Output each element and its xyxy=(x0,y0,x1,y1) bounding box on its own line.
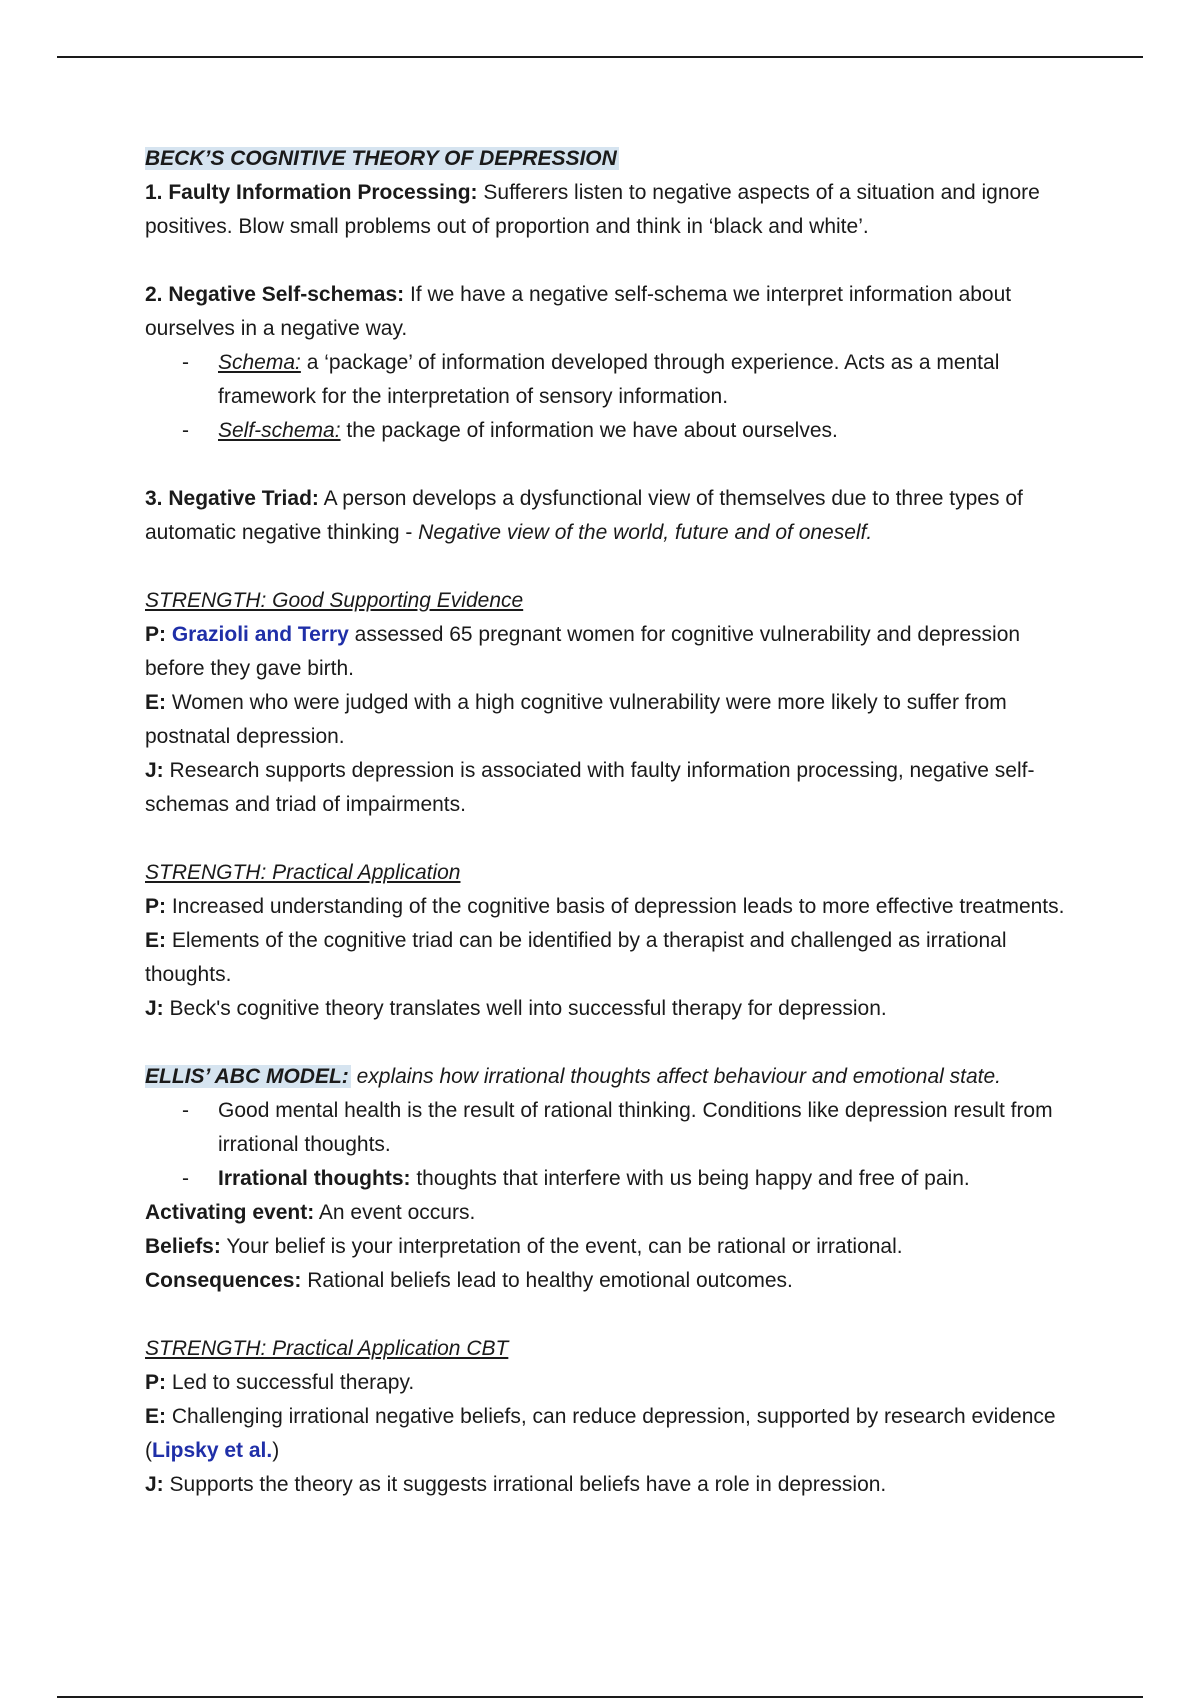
justification-text: Research supports depression is associated with faulty information processing, negative self-schemas and triad of impairments. xyxy=(145,759,1035,816)
strength2-point xyxy=(145,890,1075,924)
strength-supporting-evidence-heading-line xyxy=(145,584,1075,618)
faulty-processing-paragraph xyxy=(145,176,1075,244)
consequences-label: Consequences: xyxy=(145,1269,302,1292)
strength2-evidence xyxy=(145,924,1075,992)
activating-event-line xyxy=(145,1196,1075,1230)
negative-triad-paragraph xyxy=(145,482,1075,550)
document-page xyxy=(145,142,1075,1502)
self-schemas-label: 2. Negative Self-schemas: xyxy=(145,283,405,306)
faulty-processing-label: 1. Faulty Information Processing: xyxy=(145,181,478,204)
schema-definition: a ‘package’ of information developed through experience. Acts as a mental framework for the interpretation of sensory information. xyxy=(218,351,1000,408)
point-text: Increased understanding of the cognitive basis of depression leads to more effective treatments. xyxy=(166,895,1065,918)
lipsky-reference: Lipsky et al. xyxy=(152,1439,273,1462)
list-item xyxy=(218,414,1075,448)
mental-health-bullet: Good mental health is the result of rational thinking. Conditions like depression result from irrational thoughts. xyxy=(218,1099,1053,1156)
irrational-thoughts-text: thoughts that interfere with us being happy and free of pain. xyxy=(410,1167,970,1190)
negative-triad-italic: Negative view of the world, future and of oneself. xyxy=(418,521,873,544)
strength1-point xyxy=(145,618,1075,686)
point-label: P: xyxy=(145,623,166,646)
beliefs-label: Beliefs: xyxy=(145,1235,221,1258)
activating-event-text: An event occurs. xyxy=(314,1201,476,1224)
justification-label: J: xyxy=(145,759,164,782)
consequences-line xyxy=(145,1264,1075,1298)
evidence-text: Women who were judged with a high cognitive vulnerability were more likely to suffer from postnatal depression. xyxy=(145,691,1007,748)
self-schemas-text: If we have a negative self-schema we interpret information about ourselves in a negative way. xyxy=(145,283,1012,340)
list-item xyxy=(218,1094,1075,1162)
justification-text: Beck's cognitive theory translates well into successful therapy for depression. xyxy=(163,997,887,1020)
self-schema-definition: the package of information we have about ourselves. xyxy=(340,419,838,442)
beliefs-text: Your belief is your interpretation of the event, can be rational or irrational. xyxy=(220,1235,903,1258)
point-text: Led to successful therapy. xyxy=(166,1371,415,1394)
list-item xyxy=(218,1162,1075,1196)
beliefs-line xyxy=(145,1230,1075,1264)
top-rule xyxy=(57,56,1143,58)
evidence-text: Challenging irrational negative beliefs, can reduce depression, supported by research evidence ( xyxy=(145,1405,1056,1462)
faulty-processing-text: Sufferers listen to negative aspects of a situation and ignore positives. Blow small problems out of proportion and think in ‘black and white’. xyxy=(145,181,1040,238)
evidence-label: E: xyxy=(145,691,166,714)
self-schemas-paragraph xyxy=(145,278,1075,346)
consequences-text: Rational beliefs lead to healthy emotional outcomes. xyxy=(301,1269,793,1292)
justification-text: Supports the theory as it suggests irrational beliefs have a role in depression. xyxy=(163,1473,887,1496)
strength3-evidence xyxy=(145,1400,1075,1468)
strength-practical-application-heading-line xyxy=(145,856,1075,890)
strength1-evidence xyxy=(145,686,1075,754)
point-label: P: xyxy=(145,895,166,918)
strength1-justification xyxy=(145,754,1075,822)
strength2-justification xyxy=(145,992,1075,1026)
evidence-label: E: xyxy=(145,1405,166,1428)
schema-definitions-list xyxy=(145,346,1075,448)
ellis-bullets-list xyxy=(145,1094,1075,1196)
negative-triad-label: 3. Negative Triad: xyxy=(145,487,319,510)
point-text: assessed 65 pregnant women for cognitive vulnerability and depression before they gave birth. xyxy=(145,623,1021,680)
strength3-justification xyxy=(145,1468,1075,1502)
negative-triad-text: A person develops a dysfunctional view of themselves due to three types of automatic negative thinking - xyxy=(145,487,1023,544)
strength-cbt-heading-line xyxy=(145,1332,1075,1366)
activating-event-label: Activating event: xyxy=(145,1201,315,1224)
strength3-point xyxy=(145,1366,1075,1400)
ellis-subtitle: explains how irrational thoughts affect behaviour and emotional state. xyxy=(350,1065,1001,1088)
list-item xyxy=(218,346,1075,414)
irrational-thoughts-label: Irrational thoughts: xyxy=(218,1167,411,1190)
justification-label: J: xyxy=(145,997,164,1020)
justification-label: J: xyxy=(145,1473,164,1496)
evidence-label: E: xyxy=(145,929,166,952)
beck-title-line xyxy=(145,142,1075,176)
ellis-title-line xyxy=(145,1060,1075,1094)
evidence-close-paren: ) xyxy=(272,1439,280,1462)
self-schema-term: Self-schema: xyxy=(218,419,341,442)
grazioli-terry-reference: Grazioli and Terry xyxy=(171,623,349,646)
evidence-text: Elements of the cognitive triad can be identified by a therapist and challenged as irrational thoughts. xyxy=(145,929,1007,986)
ellis-title: ELLIS’ ABC MODEL: xyxy=(145,1065,349,1088)
schema-term: Schema: xyxy=(218,351,301,374)
strength-supporting-evidence-heading: STRENGTH: Good Supporting Evidence xyxy=(145,589,524,612)
bottom-rule xyxy=(57,1696,1143,1698)
point-label: P: xyxy=(145,1371,166,1394)
strength-practical-application-heading: STRENGTH: Practical Application xyxy=(145,861,461,884)
beck-title: BECK’S COGNITIVE THEORY OF DEPRESSION xyxy=(145,147,617,170)
strength-cbt-heading: STRENGTH: Practical Application CBT xyxy=(145,1337,509,1360)
